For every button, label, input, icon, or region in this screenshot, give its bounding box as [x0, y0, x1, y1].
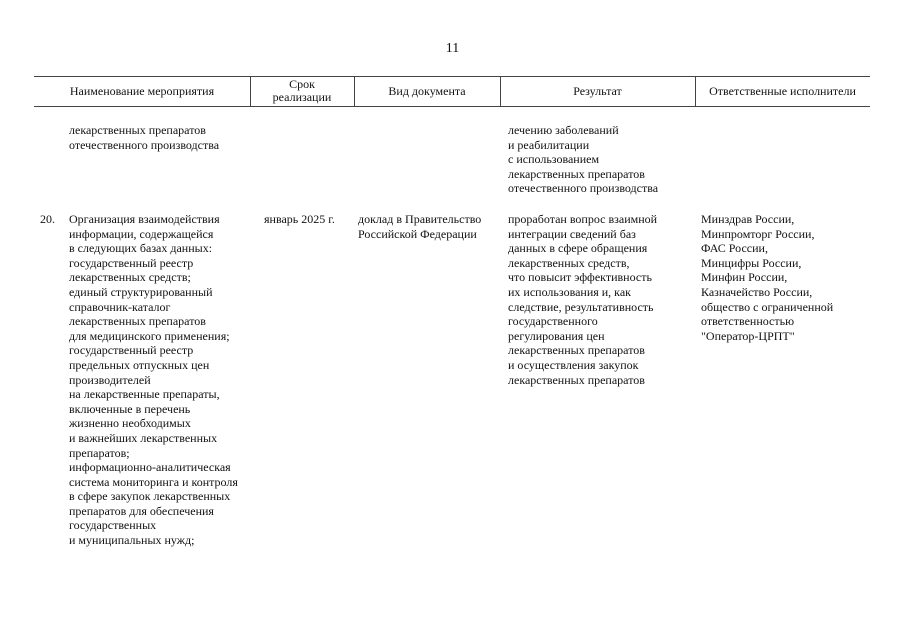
page-number: 11: [445, 41, 460, 56]
row-term: январь 2025 г.: [264, 212, 335, 226]
row-name: Организация взаимодействия информации, содержащейся в следующих базах данных: государственный реестр лекарственных средств; единый структурированный справочник-каталог лекарственных препаратов для медицинского применения; государственный реестр предельных отпускных цен производителей на лекарственные препараты, включенные в перечень жизненно необходимых и важнейших лекарственных препаратов; информационно-аналитическая система мониторинга и контроля в сфере закупок лекарственных препаратов для обеспечения государственных и муниципальных нужд;: [69, 212, 238, 548]
header-name: Наименование мероприятия: [69, 83, 215, 98]
continuation-name: лекарственных препаратов отечественного производства: [69, 123, 220, 152]
table-header-bottom-border: [34, 106, 870, 107]
continuation-result: лечению заболеваний и реабилитации с использованием лекарственных препаратов отечественного производства: [508, 123, 659, 196]
row-responsible: Минздрав России, Минпромторг России, ФАС России, Минцифры России, Минфин России, Казначейство России, общество с ограниченной ответственностью "Оператор-ЦРПТ": [701, 212, 834, 343]
row-doc-type: доклад в Правительство Российской Федерации: [358, 212, 482, 241]
header-result: Результат: [573, 83, 622, 98]
row-result: проработан вопрос взаимной интеграции сведений баз данных в сфере обращения лекарственных средств, что повысит эффективность их использования и, как следствие, результативность государственного регулирования цен лекарственных препаратов и осуществления закупок лекарственных препаратов: [508, 212, 658, 387]
row-number: 20.: [40, 212, 55, 226]
header-term: Срок реализации: [272, 77, 332, 104]
header-responsible: Ответственные исполнители: [709, 83, 856, 98]
header-doc-type: Вид документа: [388, 83, 466, 98]
